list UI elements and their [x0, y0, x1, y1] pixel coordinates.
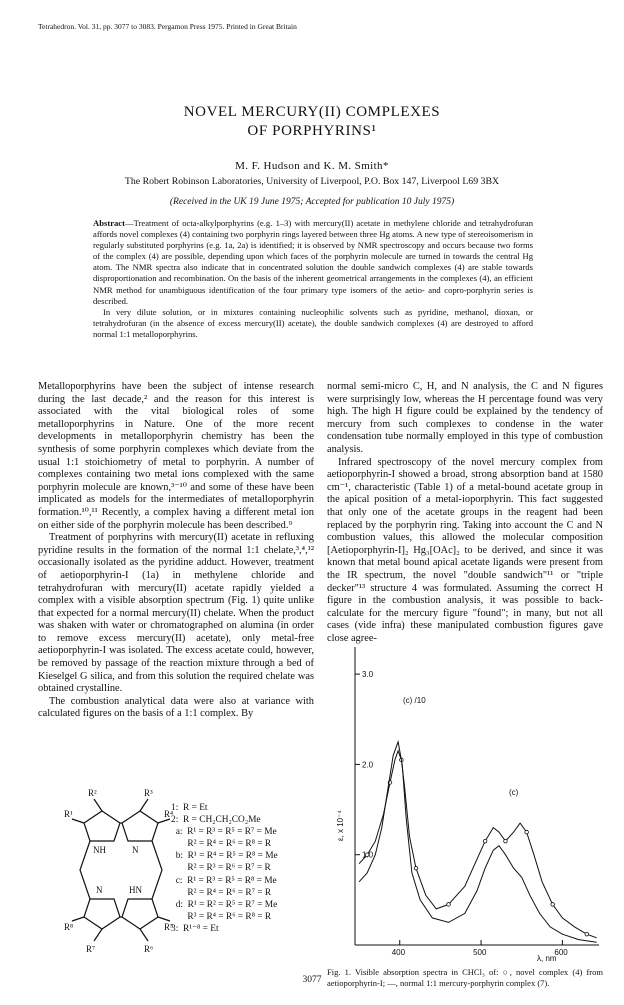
- structure-label: R¹: [64, 809, 73, 819]
- x-tick-label: 400: [391, 948, 406, 957]
- legend-line: R² = R⁴ = R⁶ = R⁸ = R: [171, 839, 272, 850]
- left-column: [38, 381, 314, 721]
- abstract: [93, 218, 533, 340]
- structure-label: R²: [88, 788, 97, 798]
- meso-bridge-right: [152, 841, 162, 899]
- body-paragraph: Metalloporphyrins have been the subject of intense research during the last decade,² and the reason for this interest is associated with the vital biological roles of some metalloporphyrins in Nature. One of the more recent developments in metalloporphyrin chemistry has been the synthesis of some porphyrin complexes which deviate from the usual 1:1 stoichiometry of metal to porphyrin. A number of complexes containing two metal ions complexed with the same porphyrin molecule are known,³⁻¹⁰ and some of these have been implicated as models for the intermediates of metalloporphyrin formation.¹⁰,¹¹ Recently, a complex having a different metal ion on either side of the porphyrin molecule has been described.⁹: [38, 381, 314, 531]
- substituent-bond: [72, 819, 84, 823]
- legend-line: R² = R⁴ = R⁶ = R⁷ = R: [171, 887, 272, 898]
- series-annotation-scaled: (c) /10: [403, 696, 426, 705]
- y-tick-label: 3.0: [362, 670, 374, 680]
- spectrum-line-2: [359, 742, 596, 943]
- pyrrole-ring-bottom-right: [122, 899, 158, 929]
- body-paragraph: normal semi-micro C, H, and N analysis, the C and N figures were surprisingly low, whereas the H percentage found was very high. The high H figure could be explained by the tendency of mercury from such complexes to condense in the water condensation tube normally employed in this type of combustion analysis.: [327, 381, 603, 455]
- structure-label: R⁶: [144, 944, 154, 954]
- substituent-bond: [140, 929, 148, 941]
- compound-legend: [171, 802, 278, 935]
- structure-label: R³: [144, 788, 153, 798]
- abstract-paragraph-2: In very dilute solution, or in mixtures containing nucleophilic solvents such as pyridine, methanol, dioxan, or tetrahydrofuran (in the absence of excess mercury(II) acetate), the double sandwich complexes (4) are destroyed to afford normal 1:1 metalloporphyrins.: [93, 306, 533, 339]
- data-point-circle: [551, 903, 555, 907]
- right-column: [327, 381, 603, 645]
- article-title-line-2: OF PORPHYRINS¹: [247, 123, 377, 139]
- legend-line: R² = R³ = R⁶ = R⁷ = R: [171, 863, 271, 874]
- pyrrole-ring-bottom-left: [84, 899, 120, 929]
- received-dates: (Received in the UK 19 June 1975; Accepted for publication 10 July 1975): [169, 197, 455, 207]
- y-tick-label: 2.0: [362, 760, 374, 770]
- page-number: 3077: [302, 975, 322, 985]
- legend-line: b: R¹ = R⁴ = R⁵ = R⁸ = Me: [171, 851, 278, 862]
- abstract-label: Abstract: [93, 218, 125, 228]
- body-paragraph: Infrared spectroscopy of the novel mercury complex from aetioporphyrin-I showed a broad, strong absorption band at 1580 cm⁻¹, characteristic (Table 1) of a metal-bound acetate group in the apical position of a metal-ioporphyrin. This fact suggested that only one of the acetate groups in the reagent had been replaced by the porphyrin ring. Taking into account the C and N combustion values, this allowed the molecular composition [Aetioporphyrin-I]₂ Hg₃[OAc]₂ to be derived, and since it was known that metal bound apical acetate ligands were present from the IR spectrum, the novel "double sandwich"¹¹ or "triple decker"¹³ structure 4 was formulated. Assuming the correct H figure in the combustion analysis, it was possible to back-calculate for the mercury figure "found"; in many, but not all cases (vide infra) these manipulated combustion figures gave close agree-: [327, 456, 603, 644]
- y-axis-label: ε, x 10⁻⁴: [336, 810, 345, 841]
- legend-line: a: R¹ = R³ = R⁵ = R⁷ = Me: [171, 827, 277, 838]
- structure-label: NH: [93, 845, 106, 855]
- substituent-bond: [158, 917, 170, 921]
- x-axis-label: λ, nm: [537, 954, 557, 963]
- legend-line: d: R¹ = R² = R⁵ = R⁷ = Me: [171, 899, 278, 910]
- structure-label: R⁵: [164, 922, 174, 932]
- data-point-circle: [414, 866, 418, 870]
- data-point-circle: [585, 932, 589, 936]
- legend-line: 1: R = Et: [171, 803, 208, 813]
- spectrum-line-1: [359, 751, 596, 938]
- article-title-line-1: NOVEL MERCURY(II) COMPLEXES: [183, 104, 441, 120]
- y-tick-label: 1.0: [362, 850, 374, 860]
- body-paragraph: Treatment of porphyrins with mercury(II) acetate in refluxing pyridine results in the formation of the normal 1:1 chelate,³,⁴,¹² occasionally isolated as the pyridine adduct. However, treatment of aetioporphyrin-I (1a) in methylene chloride and tetrahydrofuran with mercury(II) acetate rapidly yielded a complex with a visible absorption spectrum (Fig. 1) quite unlike that expected for a normal mercury(II) chelate. When the product was shaken with water or chromatographed on alumina (in order to remove excess mercury(II) acetate), only metal-free aetioporphyrin-I was isolated. The excess acetate could, however, be removed by passage of the reaction mixture through a bed of Kieselgel G silica, and from this solution the required chelate was obtained crystalline.: [38, 532, 314, 695]
- figure-caption: Fig. 1. Visible absorption spectra in CHCl₃ of: ○, novel complex (4) from aetioporphyrin-I; —, normal 1:1 mercury-porphyrin complex (7).: [327, 967, 603, 988]
- porphyrin-structure-diagram: [66, 785, 176, 965]
- structure-label: R⁸: [64, 922, 74, 932]
- data-point-circle: [483, 839, 487, 843]
- legend-line: c: R¹ = R³ = R⁵ = R⁸ = Me: [171, 875, 277, 886]
- data-point-circle: [525, 830, 529, 834]
- x-tick-label: 600: [554, 948, 568, 957]
- data-point-circle: [504, 839, 508, 843]
- substituent-bond: [72, 917, 84, 921]
- structure-label: R⁷: [86, 944, 96, 954]
- affiliation: The Robert Robinson Laboratories, University of Liverpool, P.O. Box 147, Liverpool L69 3BX: [124, 176, 500, 187]
- structure-label: N: [96, 885, 103, 895]
- absorption-spectrum-chart: [337, 641, 613, 965]
- structure-label: R⁴: [164, 809, 174, 819]
- abstract-text-1: —Treatment of octa-alkylporphyrins (e.g. 1–3) with mercury(II) acetate in methylene chloride and tetrahydrofuran affords novel complexes (4) containing two porphyrin rings layered between three Hg atoms. A new type of stereoisomerism in regularly substituted porphyrins (e.g. 1a, 2a) is identified; it is observed by NMR spectroscopy and occurs because two forms of the complex (4) are possible, depending upon which faces of the porphyrin molecule are turned in towards the central Hg atom. The NMR spectra also indicate that in concentrated solution the double sandwich complexes (4) are stable towards disproportionation and recombination. On the basis of the inherent geometrical arrangements in the complexes (4), an efficient NMR method for unambiguous identification of the four primary type isomers of the aetio- and copro-porphyrin series is described.: [93, 218, 533, 306]
- substituent-bond: [94, 929, 102, 941]
- data-point-circle: [447, 903, 451, 907]
- pyrrole-ring-top-left: [84, 811, 120, 841]
- x-tick-label: 500: [473, 948, 487, 957]
- meso-bridge-left: [80, 841, 90, 899]
- body-paragraph: The combustion analytical data were also at variance with calculated figures on the basis of a 1:1 complex. By: [38, 695, 314, 720]
- running-head: Tetrahedron. Vol. 31, pp. 3077 to 3083. Pergamon Press 1975. Printed in Great Britain: [38, 22, 297, 31]
- structure-label: N: [132, 845, 139, 855]
- structure-label: HN: [129, 885, 142, 895]
- abstract-paragraph-1: [93, 218, 533, 307]
- substituent-bond: [158, 819, 170, 823]
- authors: M. F. Hudson and K. M. Smith*: [235, 160, 389, 172]
- legend-line: 2: R = CH₂CH₂CO₂Me: [171, 815, 261, 826]
- substituent-bond: [140, 799, 148, 811]
- legend-line: R³ = R⁴ = R⁶ = R⁸ = R: [171, 911, 272, 922]
- legend-line: 3: R¹⁻⁸ = Et: [171, 923, 219, 934]
- pyrrole-ring-top-right: [122, 811, 158, 841]
- series-annotation: (c): [509, 788, 519, 797]
- substituent-bond: [94, 799, 102, 811]
